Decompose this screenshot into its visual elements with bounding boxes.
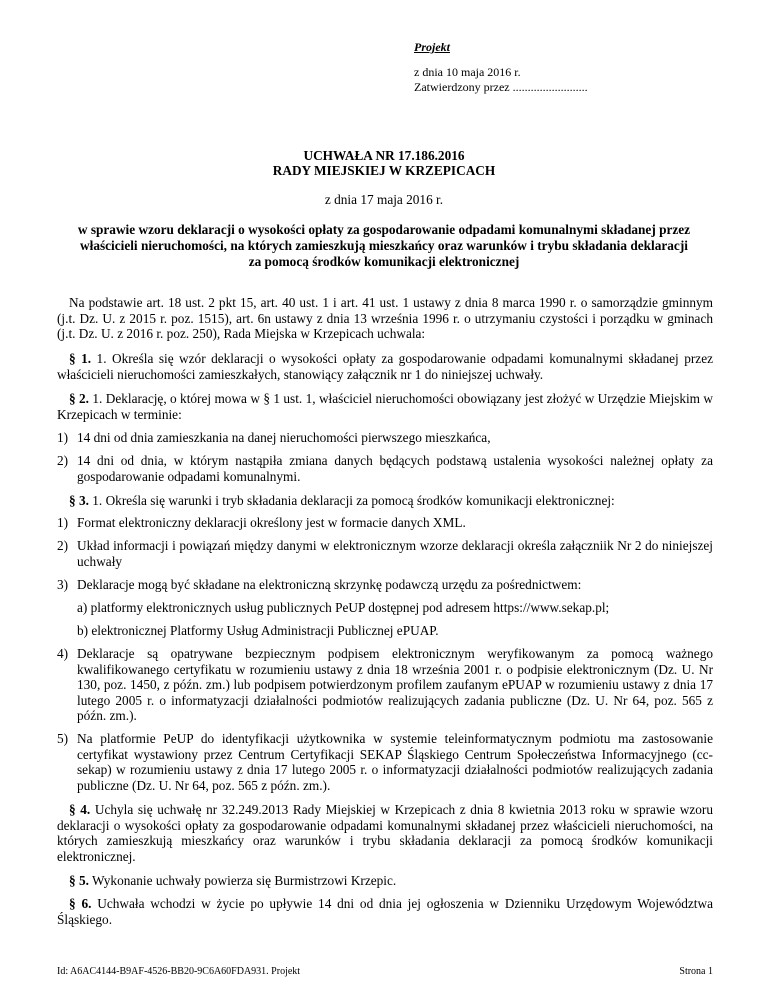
section-5-label: § 5.	[69, 873, 89, 888]
resolution-number: UCHWAŁA NR 17.186.2016	[303, 148, 465, 163]
subject-line-1: w sprawie wzoru deklaracji o wysokości opłaty za gospodarowanie odpadami komunalnymi składanej przez	[77, 222, 691, 237]
document-id: Id: A6AC4144-B9AF-4526-BB20-9C6A60FDA931. Projekt	[57, 966, 301, 977]
section-4	[57, 802, 713, 864]
section-4-text: Uchyla się uchwałę nr 32.249.2013 Rady Miejskiej w Krzepicach z dnia 8 kwietnia 2013 roku w sprawie wzoru deklaracji o wysokości opłaty za gospodarowanie odpadami komunalnymi składanej przez właścicieli nieruchomości, na których zamieszkują mieszkańcy oraz warunków i trybu składania deklaracji za pomocą środków komunikacji elektronicznej.	[57, 802, 713, 864]
page-number: Strona 1	[679, 966, 713, 977]
subject-line-2: właścicieli nieruchomości, na których zamieszkują mieszkańcy oraz warunków i trybu składania deklaracji	[80, 238, 688, 253]
section-3-text: 1. Określa się warunki i tryb składania deklaracji za pomocą środków komunikacji elektronicznej:	[88, 493, 615, 508]
section-5-text: Wykonanie uchwały powierza się Burmistrzowi Krzepic.	[88, 873, 397, 888]
section-1-label: § 1.	[69, 351, 92, 366]
section-2-label: § 2.	[69, 391, 90, 406]
preamble: Na podstawie art. 18 ust. 2 pkt 15, art. 40 ust. 1 i art. 41 ust. 1 ustawy z dnia 8 marca 1990 r. o samorządzie gminnym (j.t. Dz. U. z 2015 r. poz. 1515), art. 6n ustawy z dnia 13 września 1996 r. o utrzymaniu czystości i porządku w gminach (j.t. Dz. U. z 2016 r. poz. 250), Rada Miejska w Krzepicach uchwala:	[57, 295, 713, 342]
list-item: 1) Format elektroniczny deklaracji określony jest w formacie danych XML.	[57, 515, 466, 530]
draft-date: z dnia 10 maja 2016 r.	[414, 65, 521, 79]
section-2	[57, 391, 713, 422]
council-name: RADY MIEJSKIEJ W KRZEPICACH	[272, 163, 496, 178]
section-3	[57, 493, 713, 509]
sub-item-a: a) platformy elektronicznych usług publicznych PeUP dostępnej pod adresem https://www.sekap.pl;	[77, 600, 610, 615]
section-4-label: § 4.	[69, 802, 91, 817]
subject-line-3: za pomocą środków komunikacji elektronicznej	[248, 254, 520, 269]
list-item: 4) Deklaracje są opatrywane bezpiecznym podpisem elektronicznym weryfikowanym za pomocą ważnego kwalifikowanego certyfikatu w rozumieniu ustawy z dnia 18 września 2001 r. o podpisie elektronicznym (Dz. U. Nr 130, poz. 1450, z późn. zm.) lub podpisem potwierdzonym profilem zaufanym ePUAP w rozumieniu ustawy z dnia 17 lutego 2005 r. o informatyzacji działalności podmiotów realizujących zadania publiczne (Dz. U. Nr 64, poz. 565 z późn. zm.).	[57, 646, 713, 724]
list-item: 2) 14 dni od dnia, w którym nastąpiła zmiana danych będących podstawą ustalenia wysokości należnej opłaty za gospodarowanie odpadami komunalnymi.	[57, 453, 713, 484]
resolution-date: z dnia 17 maja 2016 r.	[324, 192, 444, 207]
section-6-text: Uchwała wchodzi w życie po upływie 14 dni od dnia jej ogłoszenia w Dzienniku Urzędowym Województwa Śląskiego.	[57, 896, 714, 927]
list-item: 3) Deklaracje mogą być składane na elektroniczną skrzynkę podawczą urzędu za pośrednictwem:	[57, 577, 582, 592]
projekt-label: Projekt	[414, 40, 450, 54]
sub-item-b: b) elektronicznej Platformy Usług Administracji Publicznej ePUAP.	[77, 623, 439, 638]
section-5	[57, 873, 713, 889]
section-3-label: § 3.	[69, 493, 89, 508]
list-item: 5) Na platformie PeUP do identyfikacji użytkownika w systemie teleinformatycznym podmiotu ma zastosowanie certyfikat wystawiony przez Centrum Certyfikacji SEKAP Śląskiego Centrum Społeczeństwa Informacyjnego (cc-sekap) w rozumieniu ustawy z dnia 17 lutego 2005 r. o informatyzacji działalności podmiotów realizujących zadania publiczne (Dz. U. Nr 64, poz. 565 z późn. zm.).	[57, 731, 713, 793]
list-item: 2) Układ informacji i powiązań między danymi w elektronicznym wzorze deklaracji określa załączniik Nr 2 do niniejszej uchwały	[57, 538, 713, 569]
section-2-text: 1. Deklarację, o której mowa w § 1 ust. 1, właściciel nieruchomości obowiązany jest złożyć w Urzędzie Miejskim w Krzepicach w terminie:	[57, 391, 713, 422]
section-1-text: 1. Określa się wzór deklaracji o wysokości opłaty za gospodarowanie odpadami komunalnymi składanej przez właścicieli nieruchomości zamieszkałych, stanowiący załącznik nr 1 do niniejszej uchwały.	[57, 351, 713, 382]
list-item: 1) 14 dni od dnia zamieszkania na danej nieruchomości pierwszego mieszkańca,	[57, 430, 491, 445]
approved-by: Zatwierdzony przez .........................	[414, 80, 588, 94]
section-6	[57, 896, 713, 927]
section-1	[57, 351, 713, 382]
section-6-label: § 6.	[69, 896, 92, 911]
